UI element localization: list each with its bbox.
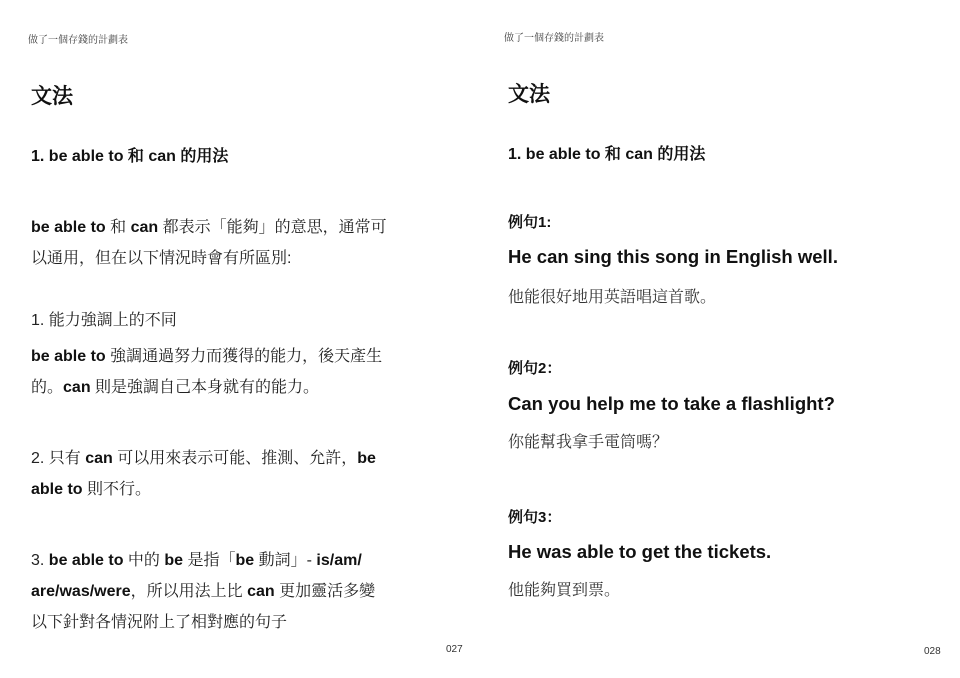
point-2-line-2: able to 則不行。 — [31, 481, 152, 498]
example-3-english: He was able to get the tickets. — [508, 541, 772, 562]
right-page — [480, 0, 960, 678]
intro-line-1: be able to 和 can 都表示「能夠」的意思，通常可 — [31, 219, 387, 236]
example-1-label: 例句1: — [508, 214, 552, 231]
example-2-english: Can you help me to take a flashlight? — [508, 393, 835, 414]
page-title: 文法 — [508, 83, 550, 106]
point-2-line-1: 2. 只有 can 可以用來表示可能、推測、允許，be — [31, 450, 376, 467]
point-3 — [31, 545, 461, 638]
point-1-line-1: be able to 強調通過努力而獲得的能力，後天產生 — [31, 348, 383, 365]
page-number: 027 — [446, 644, 463, 655]
page-number: 028 — [924, 646, 941, 657]
page-header: 做了一個存錢的計劃表 — [28, 35, 128, 46]
intro-paragraph — [31, 212, 451, 274]
point-1-line-2: 的。can 則是強調自己本身就有的能力。 — [31, 379, 320, 396]
page-title: 文法 — [31, 85, 73, 108]
point-1-title: 1. 能力強調上的不同 — [31, 312, 177, 329]
point-3-line-1: 3. be able to 中的 be 是指「be 動詞」- is/am/ — [31, 552, 362, 569]
point-3-line-2: are/was/were，所以用法上比 can 更加靈活多變 — [31, 583, 376, 600]
example-2-label: 例句2： — [508, 360, 562, 377]
point-2 — [31, 443, 451, 505]
example-2-chinese: 你能幫我拿手電筒嗎？ — [508, 434, 669, 451]
page-header: 做了一個存錢的計劃表 — [504, 33, 604, 44]
intro-line-2: 以通用，但在以下情況時會有所區別: — [31, 250, 292, 267]
example-1-english: He can sing this song in English well. — [508, 246, 838, 267]
point-1-body — [31, 341, 451, 403]
example-3-chinese: 他能夠買到票。 — [508, 582, 621, 599]
section-heading: 1. be able to 和 can 的用法 — [508, 146, 706, 163]
example-1-chinese: 他能很好地用英語唱這首歌。 — [508, 289, 717, 306]
point-3-line-3: 以下針對各情況附上了相對應的句子 — [31, 614, 288, 631]
example-3-label: 例句3： — [508, 509, 562, 526]
section-heading: 1. be able to 和 can 的用法 — [31, 148, 229, 165]
